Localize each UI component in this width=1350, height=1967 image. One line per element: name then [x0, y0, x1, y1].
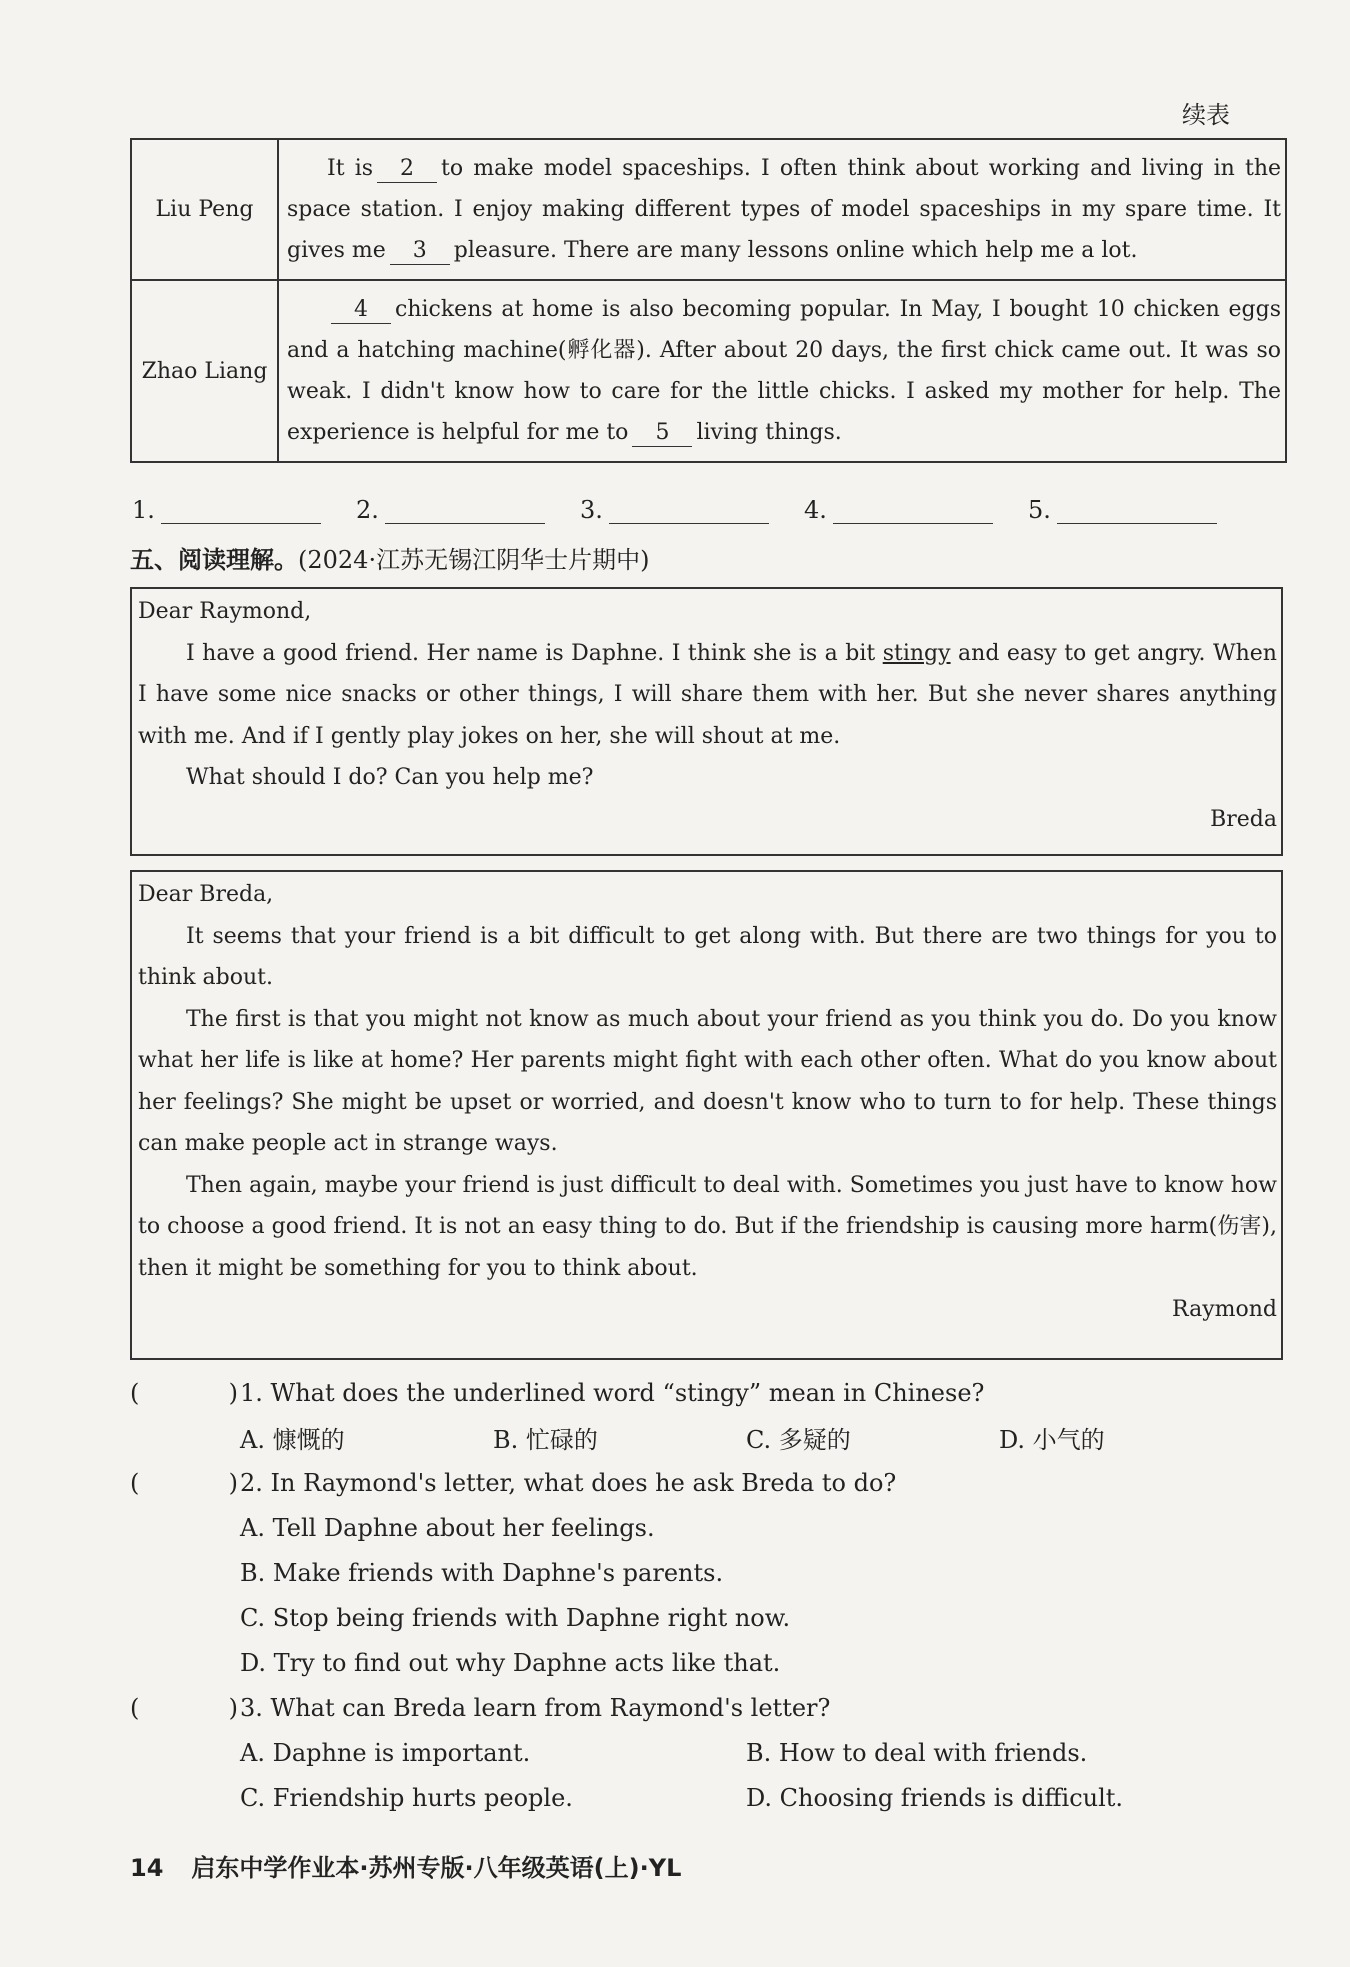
question-2 — [130, 1460, 1290, 1505]
option-a[interactable]: A. 慷慨的 — [240, 1426, 345, 1454]
option-c[interactable]: C. Friendship hurts people. — [240, 1783, 573, 1812]
section-source: (2024·江苏无锡江阴华士片期中) — [298, 546, 650, 574]
answer-line[interactable] — [161, 501, 321, 524]
options-row — [130, 1775, 1290, 1820]
answer-bracket[interactable]: ( ) — [130, 1378, 238, 1407]
option-d[interactable]: D. Choosing friends is difficult. — [746, 1783, 1124, 1812]
option-c[interactable]: C. 多疑的 — [746, 1426, 851, 1454]
answer-label: 1. — [132, 496, 155, 524]
option-b[interactable]: B. 忙碌的 — [493, 1426, 598, 1454]
option-d[interactable]: D. Try to find out why Daphne acts like that. — [240, 1648, 781, 1677]
blank-2[interactable]: 2 — [377, 156, 437, 183]
answer-label: 2. — [356, 496, 379, 524]
option-b[interactable]: B. Make friends with Daphne's parents. — [240, 1558, 724, 1587]
table-row — [131, 139, 1286, 280]
letter-paragraph: Then again, maybe your friend is just difficult to deal with. Sometimes you just have to know how to choose a good friend. It is not an easy thing to do. But if the friendship is causing more harm(伤害), then it might be something for you to think about. — [138, 1172, 1277, 1281]
text-fragment: I have a good friend. Her name is Daphne. I think she is a bit — [186, 640, 876, 666]
blank-3[interactable]: 3 — [390, 238, 450, 265]
text-fragment: to make model spaceships. I often think about working and living in the space station. I enjoy making different types of model spaceships in my spare time. It gives me — [287, 156, 1282, 263]
answer-5[interactable] — [1028, 496, 1252, 524]
text-fragment: living things. — [696, 420, 842, 445]
option-a[interactable]: A. Daphne is important. — [240, 1738, 531, 1767]
page-footer — [130, 1848, 681, 1883]
answer-label: 4. — [804, 496, 827, 524]
answer-label: 3. — [580, 496, 603, 524]
question-list — [130, 1370, 1290, 1820]
letter-paragraph: What should I do? Can you help me? — [186, 765, 594, 790]
section-heading: 五、阅读理解。 — [130, 546, 298, 574]
section-title — [130, 540, 649, 575]
answer-1[interactable] — [132, 496, 356, 524]
letter-greeting: Dear Raymond, — [138, 599, 312, 624]
answer-label: 5. — [1028, 496, 1051, 524]
question-1 — [130, 1370, 1290, 1415]
blank-4[interactable]: 4 — [331, 297, 391, 324]
continued-label: 续表 — [1182, 101, 1230, 129]
answer-4[interactable] — [804, 496, 1028, 524]
question-3 — [130, 1685, 1290, 1730]
text-fragment: It is — [327, 156, 374, 181]
answer-line[interactable] — [385, 501, 545, 524]
letter-paragraph — [138, 633, 1277, 758]
answer-line[interactable] — [833, 501, 993, 524]
options-row — [130, 1415, 1290, 1460]
underlined-word: stingy — [882, 640, 951, 666]
question-stem: 2. In Raymond's letter, what does he ask Breda to do? — [240, 1468, 897, 1497]
answer-line[interactable] — [1057, 501, 1217, 524]
answer-lines — [132, 496, 1292, 524]
table-row — [131, 280, 1286, 462]
student-name: Liu Peng — [131, 139, 278, 280]
text-fragment: and easy to get angry. When I have some nice snacks or other things, I will share them with her. But she never shares anything with me. And if I gently play jokes on her, she will shout at me. — [138, 640, 1277, 749]
letter-paragraph: It seems that your friend is a bit difficult to get along with. But there are two things for you to think about. — [138, 923, 1277, 990]
student-text — [278, 139, 1286, 280]
answer-bracket[interactable]: ( ) — [130, 1468, 238, 1497]
book-title: 启东中学作业本·苏州专版·八年级英语(上)·YL — [191, 1854, 682, 1882]
answer-line[interactable] — [609, 501, 769, 524]
student-name: Zhao Liang — [131, 280, 278, 462]
letter-signature: Breda — [1210, 806, 1277, 832]
student-text — [278, 280, 1286, 462]
letter-greeting: Dear Breda, — [138, 882, 274, 907]
word-fill-table — [130, 138, 1287, 463]
letter-from-raymond — [130, 870, 1283, 1360]
question-stem: 3. What can Breda learn from Raymond's letter? — [240, 1693, 831, 1722]
option-d[interactable]: D. 小气的 — [999, 1426, 1105, 1454]
options-row — [130, 1730, 1290, 1775]
option-b[interactable]: B. How to deal with friends. — [746, 1738, 1088, 1767]
option-a[interactable]: A. Tell Daphne about her feelings. — [240, 1513, 655, 1542]
letter-paragraph: The first is that you might not know as much about your friend as you think you do. Do you know what her life is like at home? Her parents might fight with each other often. What do you know about her feelings? She might be upset or worried, and doesn't know who to turn to for help. These things can make people act in strange ways. — [138, 1006, 1277, 1156]
letter-signature: Raymond — [1172, 1297, 1277, 1322]
blank-5[interactable]: 5 — [632, 420, 692, 447]
text-fragment: chickens at home is also becoming popular. In May, I bought 10 chicken eggs and a hatching machine(孵化器). After about 20 days, the first chick came out. It was so weak. I didn't know how to care for the little chicks. I asked my mother for help. The experience is helpful for me to — [287, 297, 1281, 445]
answer-3[interactable] — [580, 496, 804, 524]
answer-2[interactable] — [356, 496, 580, 524]
question-stem: 1. What does the underlined word “stingy” mean in Chinese? — [240, 1378, 985, 1407]
letter-from-breda — [130, 587, 1283, 856]
text-fragment: pleasure. There are many lessons online which help me a lot. — [453, 238, 1138, 263]
answer-bracket[interactable]: ( ) — [130, 1693, 238, 1722]
page-number: 14 — [130, 1854, 164, 1882]
option-c[interactable]: C. Stop being friends with Daphne right now. — [240, 1603, 791, 1632]
